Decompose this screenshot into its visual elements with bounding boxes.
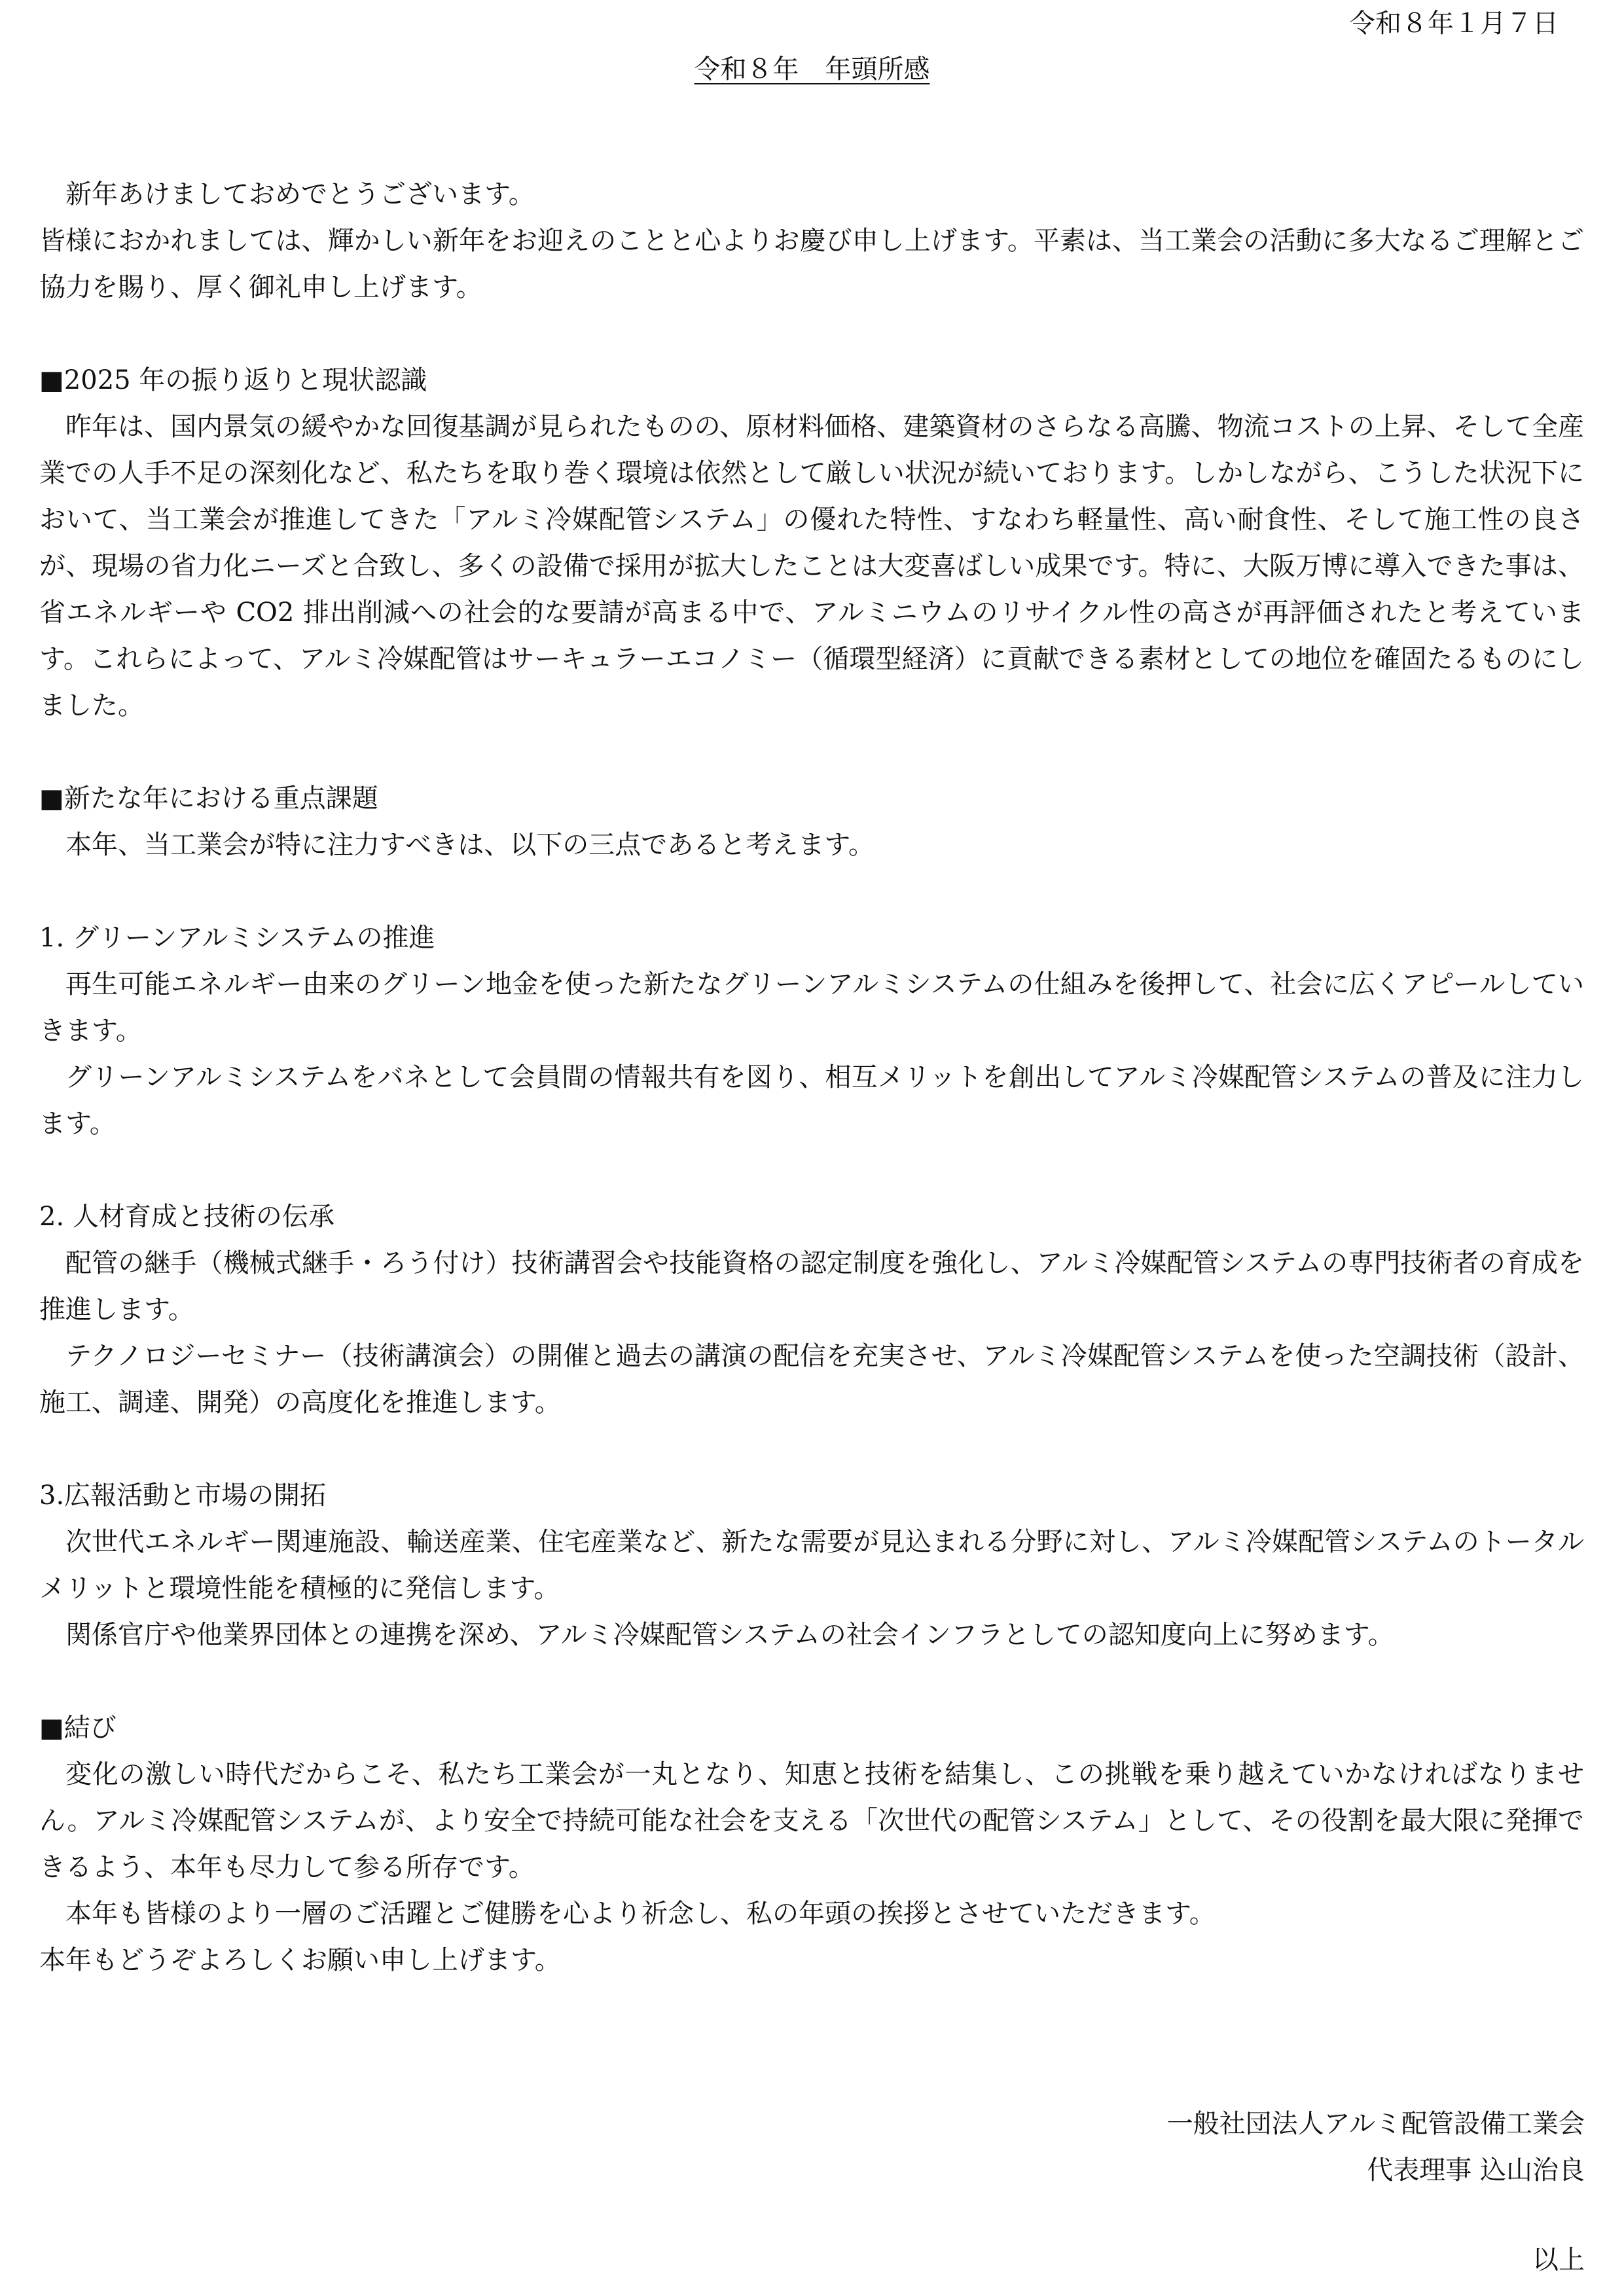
spacer — [39, 729, 1584, 776]
document-body — [39, 171, 1584, 1984]
priority-heading-talent-development: 2. 人材育成と技術の伝承 — [39, 1202, 334, 1232]
signature-representative: 代表理事 込山治良 — [1367, 2155, 1585, 2185]
section-heading-review-text: 2025 年の振り返りと現状認識 — [63, 365, 427, 395]
priority-heading-public-relations: 3.広報活動と市場の開拓 — [39, 1480, 327, 1511]
review-paragraph: 昨年は、国内景気の緩やかな回復基調が見られたものの、原材料価格、建築資材のさらなる高騰、物流コストの上昇、そして全産業での人手不足の深刻化など、私たちを取り巻く環境は依然として厳しい状況が続いております。しかしながら、こうした状況下において、当工業会が推進してきた「アルミ冷媒配管システム」の優れた特性、すなわち軽量性、高い耐食性、そして施工性の良さが、現場の省力化ニーズと合致し、多くの設備で採用が拡大したことは大変喜ばしい成果です。特に、大阪万博に導入できた事は、省エネルギーや CO2 排出削減への社会的な要請が高まる中で、アルミニウムのリサイクル性の高さが再評価されたと考えています。これらによって、アルミ冷媒配管はサーキュラーエコノミー（循環型経済）に貢献できる素材としての地位を確固たるものにしました。 — [39, 412, 1584, 721]
conclusion-paragraph-1: 変化の激しい時代だからこそ、私たち工業会が一丸となり、知恵と技術を結集し、この挑戦を乗り越えていかなければなりません。アルミ冷媒配管システムが、より安全で持続可能な社会を支える「次世代の配管システム」として、その役割を最大限に発揮できるよう、本年も尽力して参る所存です。 — [39, 1759, 1584, 1882]
spacer — [39, 869, 1584, 915]
priority-3-paragraph-2: 関係官庁や他業界団体との連携を深め、アルミ冷媒配管システムの社会インフラとしての認知度向上に努めます。 — [65, 1620, 1394, 1650]
closing-mark: 以上 — [1532, 2245, 1585, 2275]
section-heading-priorities-text: 新たな年における重点課題 — [63, 783, 378, 814]
greeting-paragraph-1: 新年あけましておめでとうございます。 — [65, 179, 535, 209]
section-heading-conclusion-text: 結び — [63, 1713, 117, 1743]
spacer — [39, 1147, 1584, 1194]
priority-3-paragraph-1: 次世代エネルギー関連施設、輸送産業、住宅産業など、新たな需要が見込まれる分野に対し、アルミ冷媒配管システムのトータルメリットと環境性能を積極的に発信します。 — [39, 1527, 1584, 1604]
spacer — [39, 311, 1584, 357]
priority-2-paragraph-2: テクノロジーセミナー（技術講演会）の開催と過去の講演の配信を充実させ、アルミ冷媒配管システムを使った空調技術（設計、施工、調達、開発）の高度化を推進します。 — [39, 1341, 1584, 1418]
priority-1-paragraph-1: 再生可能エネルギー由来のグリーン地金を使った新たなグリーンアルミシステムの仕組みを後押して、社会に広くアピールしていきます。 — [39, 969, 1584, 1046]
spacer — [39, 1659, 1584, 1705]
square-bullet-icon: ■ — [39, 1713, 64, 1743]
priority-heading-green-aluminum: 1. グリーンアルミシステムの推進 — [39, 923, 435, 953]
document-date: 令和８年１月７日 — [1349, 9, 1559, 39]
section-heading-priorities — [39, 776, 1584, 822]
document-title-text: 令和８年 年頭所感 — [694, 54, 930, 84]
square-bullet-icon: ■ — [39, 365, 64, 395]
conclusion-paragraph-2: 本年も皆様のより一層のご活躍とご健勝を心より祈念し、私の年頭の挨拶とさせていただきます。 — [65, 1899, 1216, 1929]
document-title — [0, 50, 1624, 89]
square-bullet-icon: ■ — [39, 783, 64, 814]
priorities-intro: 本年、当工業会が特に注力すべきは、以下の三点であると考えます。 — [65, 830, 875, 860]
priority-1-paragraph-2: グリーンアルミシステムをバネとして会員間の情報共有を図り、相互メリットを創出してアルミ冷媒配管システムの普及に注力します。 — [39, 1062, 1584, 1139]
section-heading-conclusion — [39, 1705, 1584, 1751]
signature-organization: 一般社団法人アルミ配管設備工業会 — [1166, 2109, 1585, 2139]
priority-2-paragraph-1: 配管の継手（機械式継手・ろう付け）技術講習会や技能資格の認定制度を強化し、アルミ冷媒配管システムの専門技術者の育成を推進します。 — [39, 1248, 1584, 1325]
spacer — [39, 1426, 1584, 1473]
conclusion-paragraph-3: 本年もどうぞよろしくお願い申し上げます。 — [39, 1945, 561, 1975]
greeting-paragraph-2: 皆様におかれましては、輝かしい新年をお迎えのことと心よりお慶び申し上げます。平素は、当工業会の活動に多大なるご理解とご協力を賜り、厚く御礼申し上げます。 — [39, 226, 1584, 302]
section-heading-review — [39, 357, 1584, 404]
